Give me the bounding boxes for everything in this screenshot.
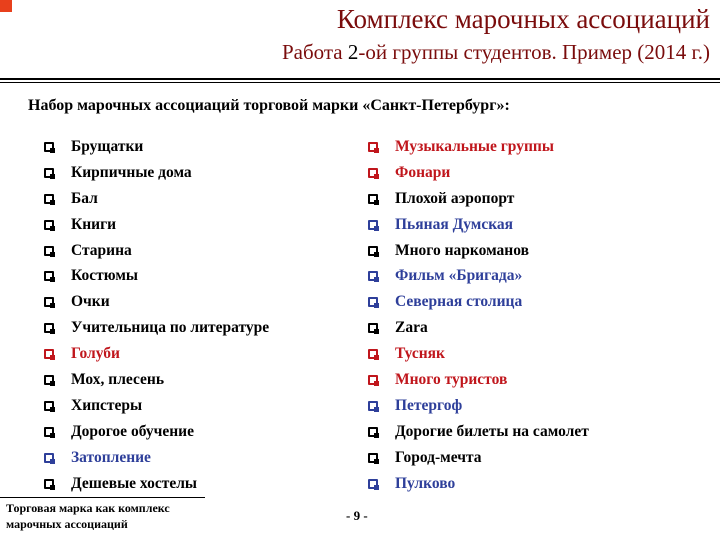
list-item: [44, 471, 269, 497]
list-item: [44, 419, 269, 445]
list-item-label: Пьяная Думская: [395, 215, 514, 233]
list-heading: Набор марочных ассоциаций торговой марки «Санкт-Петербург»:: [28, 97, 510, 114]
list-item: [368, 238, 589, 264]
list-item: [368, 212, 589, 238]
square-bullet-icon: [368, 297, 378, 307]
square-bullet-icon: [44, 349, 54, 359]
list-item: [44, 367, 269, 393]
list-item-label: Дорогое обучение: [71, 422, 194, 440]
list-item-label: Тусняк: [395, 345, 445, 363]
subtitle-prefix: Работа: [281, 40, 348, 64]
list-item: [44, 315, 269, 341]
list-item: [368, 419, 589, 445]
list-item-label: Много туристов: [395, 371, 508, 389]
list-item-label: Много наркоманов: [395, 241, 529, 259]
list-item: [44, 393, 269, 419]
list-item: [44, 238, 269, 264]
square-bullet-icon: [368, 246, 378, 256]
subtitle-number: 2: [347, 40, 359, 64]
list-item-label: Фонари: [395, 163, 451, 181]
associations-list-left: [44, 134, 269, 496]
square-bullet-icon: [368, 194, 378, 204]
list-item-label: Старина: [71, 241, 132, 259]
square-bullet-icon: [368, 375, 378, 385]
list-item: [368, 160, 589, 186]
list-item: [368, 471, 589, 497]
list-item-label: Брущатки: [71, 138, 144, 155]
list-item: [44, 263, 269, 289]
list-item-label: Мох, плесень: [71, 371, 165, 389]
square-bullet-icon: [44, 479, 54, 489]
list-item-label: Учительница по литературе: [71, 319, 270, 337]
list-item: [368, 393, 589, 419]
list-item-label: Музыкальные группы: [395, 138, 554, 155]
list-item: [44, 186, 269, 212]
list-item-label: Северная столица: [395, 293, 523, 311]
slide-subtitle: [282, 40, 710, 65]
square-bullet-icon: [368, 142, 378, 152]
list-item: [368, 134, 589, 160]
list-item-label: Плохой аэропорт: [395, 189, 515, 207]
list-item: [368, 263, 589, 289]
slide-title: Комплекс марочных ассоциаций: [336, 4, 710, 34]
list-item-label: Дешевые хостелы: [71, 474, 198, 492]
square-bullet-icon: [44, 401, 54, 411]
list-item: [44, 134, 269, 160]
footer-divider: [0, 497, 205, 498]
square-bullet-icon: [368, 479, 378, 489]
square-bullet-icon: [44, 246, 54, 256]
square-bullet-icon: [44, 142, 54, 152]
list-item-label: Дорогие билеты на самолет: [395, 422, 589, 440]
square-bullet-icon: [368, 323, 378, 333]
square-bullet-icon: [44, 427, 54, 437]
square-bullet-icon: [368, 401, 378, 411]
list-item-label: Бал: [71, 189, 98, 207]
square-bullet-icon: [368, 349, 378, 359]
square-bullet-icon: [44, 453, 54, 463]
square-bullet-icon: [44, 194, 54, 204]
list-item: [368, 367, 589, 393]
square-bullet-icon: [44, 375, 54, 385]
list-item-label: Zara: [395, 319, 428, 337]
subtitle-suffix: -ой группы студентов. Пример (2014 г.): [358, 40, 710, 64]
corner-accent: [0, 0, 12, 12]
list-item: [44, 445, 269, 471]
square-bullet-icon: [368, 168, 378, 178]
square-bullet-icon: [44, 323, 54, 333]
list-item-label: Книги: [71, 215, 117, 233]
list-item-label: Хипстеры: [71, 396, 143, 414]
list-item-label: Петергоф: [395, 396, 463, 414]
square-bullet-icon: [44, 168, 54, 178]
list-item: [44, 289, 269, 315]
list-item: [44, 160, 269, 186]
page-number: - 9 -: [346, 508, 368, 523]
list-item-label: Затопление: [71, 448, 151, 466]
list-item: [368, 186, 589, 212]
list-item: [44, 212, 269, 238]
list-item-label: Очки: [71, 293, 110, 311]
list-item: [368, 289, 589, 315]
square-bullet-icon: [44, 297, 54, 307]
list-item-label: Костюмы: [71, 267, 139, 285]
associations-list-right: [368, 134, 589, 496]
footer-caption: Торговая марка как комплекс марочных ассоциаций: [6, 501, 170, 531]
square-bullet-icon: [368, 271, 378, 281]
square-bullet-icon: [368, 427, 378, 437]
list-item: [368, 315, 589, 341]
list-item-label: Пулково: [395, 474, 456, 492]
header-divider: [0, 78, 720, 80]
square-bullet-icon: [368, 453, 378, 463]
list-item-label: Город-мечта: [395, 448, 482, 466]
square-bullet-icon: [368, 220, 378, 230]
list-item: [368, 341, 589, 367]
square-bullet-icon: [44, 271, 54, 281]
header-divider-thin: [0, 82, 720, 83]
list-item-label: Кирпичные дома: [71, 163, 192, 181]
list-item-label: Голуби: [71, 345, 120, 363]
square-bullet-icon: [44, 220, 54, 230]
list-item-label: Фильм «Бригада»: [395, 267, 523, 285]
list-item: [44, 341, 269, 367]
list-item: [368, 445, 589, 471]
